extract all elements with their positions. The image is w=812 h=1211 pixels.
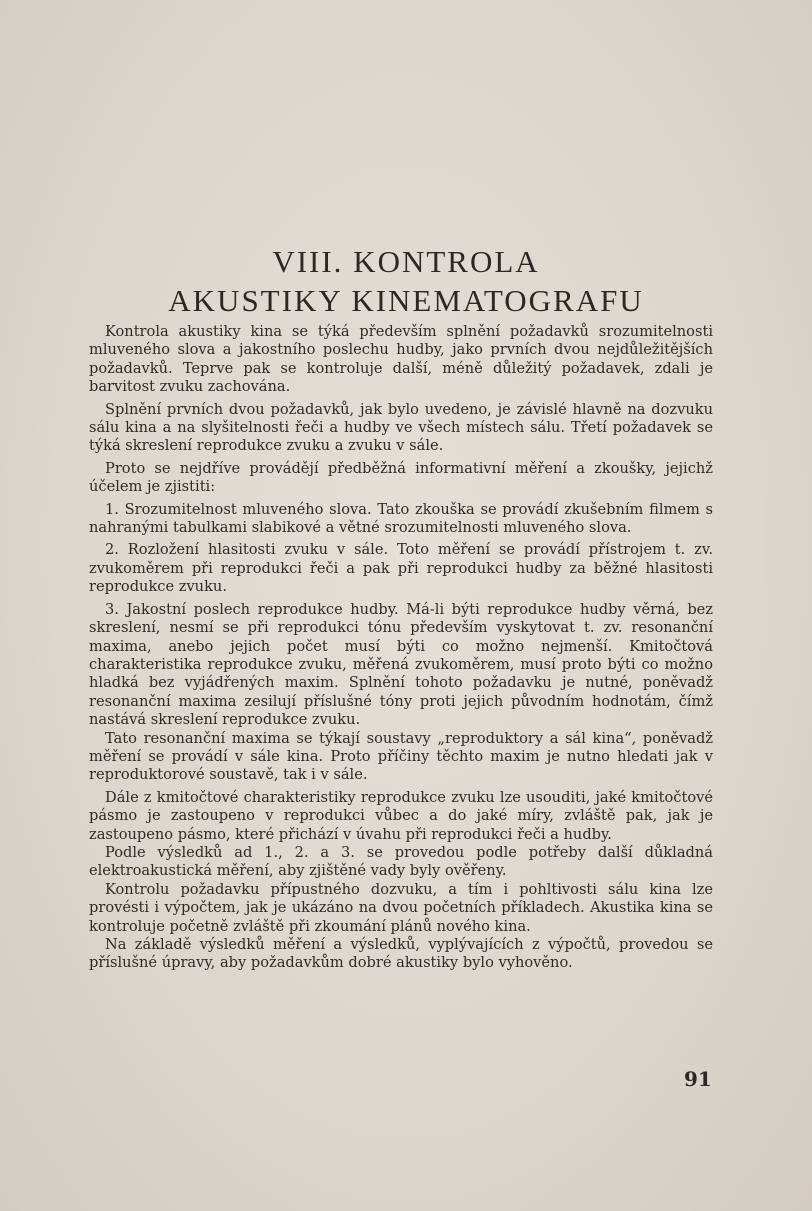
page-number: 91 — [684, 1067, 712, 1091]
list-item-2: 2. Rozložení hlasitosti zvuku v sále. Toto měření se provádí přístrojem t. zv. zvukoměrem při reprodukci řeči a pak při reprodukci hudby za běžné hlasitosti reprodukce zvuku. — [89, 541, 713, 596]
list-item-3: 3. Jakostní poslech reprodukce hudby. Má-li býti reprodukce hudby věrná, bez skreslení, nesmí se při reprodukci tónu především vyskytovat t. zv. resonanční maxima, anebo jejich počet musí býti co možno nejmenší. Kmitočtová charakteristika reprodukce zvuku, měřená zvukoměrem, musí proto býti co možno hladká bez vyjádřených maxim. Splnění tohoto požadavku je nutné, poněvadž resonanční maxima zesilují příslušné tóny proti jejich původním hodnotám, čímž nastává skreslení reprodukce zvuku. — [89, 600, 713, 729]
paragraph: Proto se nejdříve provádějí předběžná informativní měření a zkoušky, jejichž účelem je zjistiti: — [89, 459, 713, 496]
paragraph: Kontrola akustiky kina se týká především splnění požadavků srozumitelnosti mluveného slova a jakostního poslechu hudby, jako prvních dvou nejdůležitějších požadavků. Teprve pak se kontroluje další, méně důležitý požadavek, zdali je barvitost zvuku zachována. — [89, 323, 713, 396]
paragraph: Splnění prvních dvou požadavků, jak bylo uvedeno, je závislé hlavně na dozvuku sálu kina a na slyšitelnosti řeči a hudby ve všech místech sálu. Třetí požadavek se týká skreslení reprodukce zvuku a zvuku v sále. — [89, 400, 713, 455]
chapter-body — [89, 323, 713, 973]
paragraph: Dále z kmitočtové charakteristiky reprodukce zvuku lze usouditi, jaké kmitočtové pásmo je zastoupeno v reprodukci vůbec a do jaké míry, zvláště pak, jak je zastoupeno pásmo, které přichází v úvahu při reprodukci řeči a hudby. — [89, 788, 713, 843]
paragraph: Kontrolu požadavku přípustného dozvuku, a tím i pohltivosti sálu kina lze provésti i výpočtem, jak je ukázáno na dvou početních příkladech. Akustika kina se kontroluje početně zvláště při zkoumání plánů nového kina. — [89, 880, 713, 935]
list-item-1: 1. Srozumitelnost mluveného slova. Tato zkouška se provádí zkušebním filmem s nahranými tabulkami slabikové a větné srozumitelnosti mluveného slova. — [89, 500, 713, 537]
paragraph: Podle výsledků ad 1., 2. a 3. se provedou podle potřeby další důkladná elektroakustická měření, aby zjištěné vady byly ověřeny. — [89, 843, 713, 880]
paragraph: Tato resonanční maxima se týkají soustavy „reproduktory a sál kina“, poněvadž měření se provádí v sále kina. Proto příčiny těchto maxim je nutno hledati jak v reproduktorové soustavě, tak i v sále. — [89, 729, 713, 784]
chapter-title-line-2: AKUSTIKY KINEMATOGRAFU — [168, 283, 644, 318]
chapter-title-line-1: VIII. KONTROLA — [272, 244, 540, 279]
paragraph: Na základě výsledků měření a výsledků, vyplývajících z výpočtů, provedou se příslušné úpravy, aby požadavkům dobré akustiky bylo vyhověno. — [89, 936, 713, 972]
